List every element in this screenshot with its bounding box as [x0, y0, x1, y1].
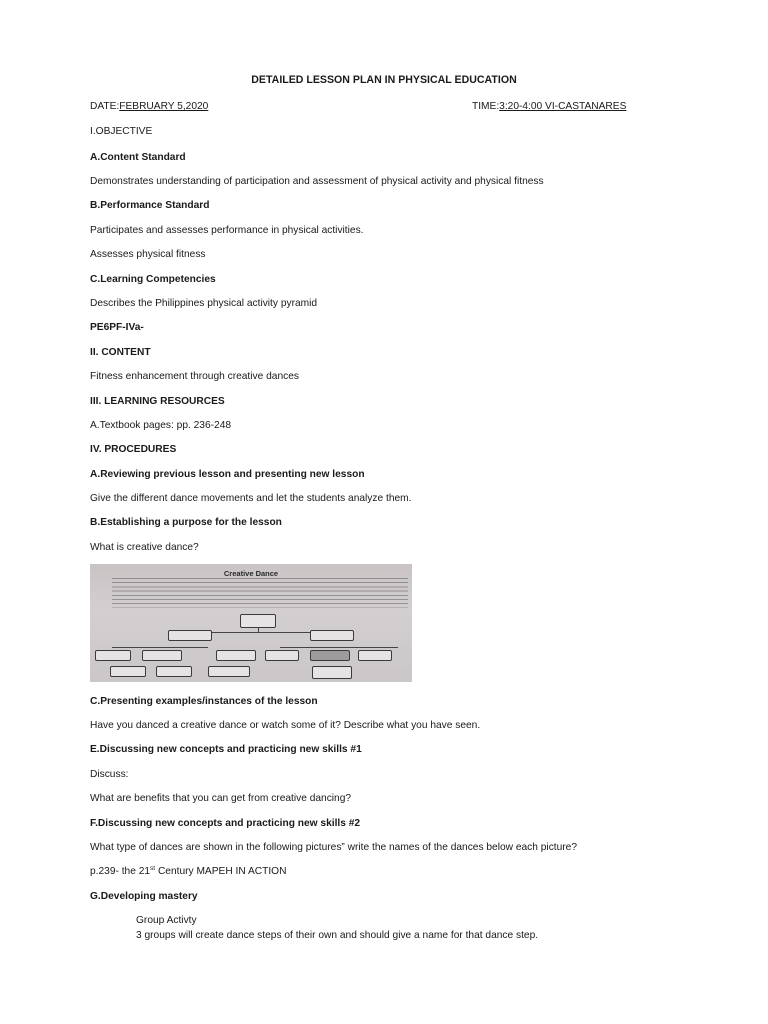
procedure-c-text: Have you danced a creative dance or watch some of it? Describe what you have seen. — [90, 720, 481, 731]
procedures-heading: IV. PROCEDURES — [90, 444, 177, 455]
figure-box — [142, 650, 182, 661]
procedure-a-heading: A.Reviewing previous lesson and presenting new lesson — [90, 469, 365, 480]
content-text: Fitness enhancement through creative dances — [90, 371, 299, 382]
procedure-b-text: What is creative dance? — [90, 542, 199, 553]
procedure-g-text-1: Group Activty — [136, 915, 197, 926]
performance-standard-heading: B.Performance Standard — [90, 200, 210, 211]
figure-box — [216, 650, 256, 661]
creative-dance-photo — [90, 564, 412, 682]
procedure-c-heading: C.Presenting examples/instances of the lesson — [90, 696, 318, 707]
procedure-b-heading: B.Establishing a purpose for the lesson — [90, 517, 282, 528]
figure-box-root — [240, 614, 276, 628]
procedure-f-heading: F.Discussing new concepts and practicing new skills #2 — [90, 818, 361, 829]
reference-sup: st — [150, 865, 156, 872]
content-standard-text: Demonstrates understanding of participation and assessment of physical activity and physical fitness — [90, 176, 544, 187]
competency-code: PE6PF-IVa- — [90, 322, 144, 333]
figure-box — [358, 650, 392, 661]
figure-box-modern — [168, 630, 212, 641]
date-value: FEBRUARY 5,2020 — [119, 101, 209, 112]
figure-box — [312, 666, 352, 679]
figure-box — [95, 650, 131, 661]
reference-pre: p.239- the 21 — [90, 866, 151, 877]
procedure-f-text-1: What type of dances are shown in the following pictures” write the names of the dances below each picture? — [90, 842, 578, 853]
resources-heading: III. LEARNING RESOURCES — [90, 396, 225, 407]
procedure-g-text-2: 3 groups will create dance steps of their own and should give a name for that dance step. — [136, 930, 539, 941]
performance-standard-text-2: Assesses physical fitness — [90, 249, 206, 260]
reference-post: Century MAPEH IN ACTION — [155, 866, 287, 877]
figure-box — [110, 666, 146, 677]
figure-box — [156, 666, 192, 677]
procedure-e-heading: E.Discussing new concepts and practicing new skills #1 — [90, 744, 362, 755]
figure-box — [310, 650, 350, 661]
procedure-f-text-2 — [90, 865, 286, 878]
competencies-heading: C.Learning Competencies — [90, 274, 216, 285]
figure-box-traditional — [310, 630, 354, 641]
resources-text: A.Textbook pages: pp. 236-248 — [90, 420, 232, 431]
figure-connector — [112, 647, 208, 648]
procedure-g-heading: G.Developing mastery — [90, 891, 198, 902]
date-label: DATE: — [90, 101, 120, 112]
date-line — [90, 100, 208, 113]
procedure-a-text: Give the different dance movements and let the students analyze them. — [90, 493, 412, 504]
performance-standard-text-1: Participates and assesses performance in physical activities. — [90, 225, 364, 236]
content-standard-heading: A.Content Standard — [90, 152, 186, 163]
content-heading: II. CONTENT — [90, 347, 151, 358]
figure-paragraph-lines — [112, 578, 408, 608]
objective-heading: I.OBJECTIVE — [90, 126, 153, 137]
figure-title: Creative Dance — [223, 569, 279, 578]
figure-box — [208, 666, 250, 677]
time-line — [472, 100, 626, 113]
procedure-e-text-1: Discuss: — [90, 769, 129, 780]
time-value: 3:20-4:00 VI-CASTANARES — [499, 101, 627, 112]
competencies-text: Describes the Philippines physical activity pyramid — [90, 298, 318, 309]
figure-connector — [280, 647, 398, 648]
document-title: DETAILED LESSON PLAN IN PHYSICAL EDUCATION — [251, 74, 517, 86]
figure-box — [265, 650, 299, 661]
time-label: TIME: — [472, 101, 500, 112]
procedure-e-text-2: What are benefits that you can get from creative dancing? — [90, 793, 352, 804]
